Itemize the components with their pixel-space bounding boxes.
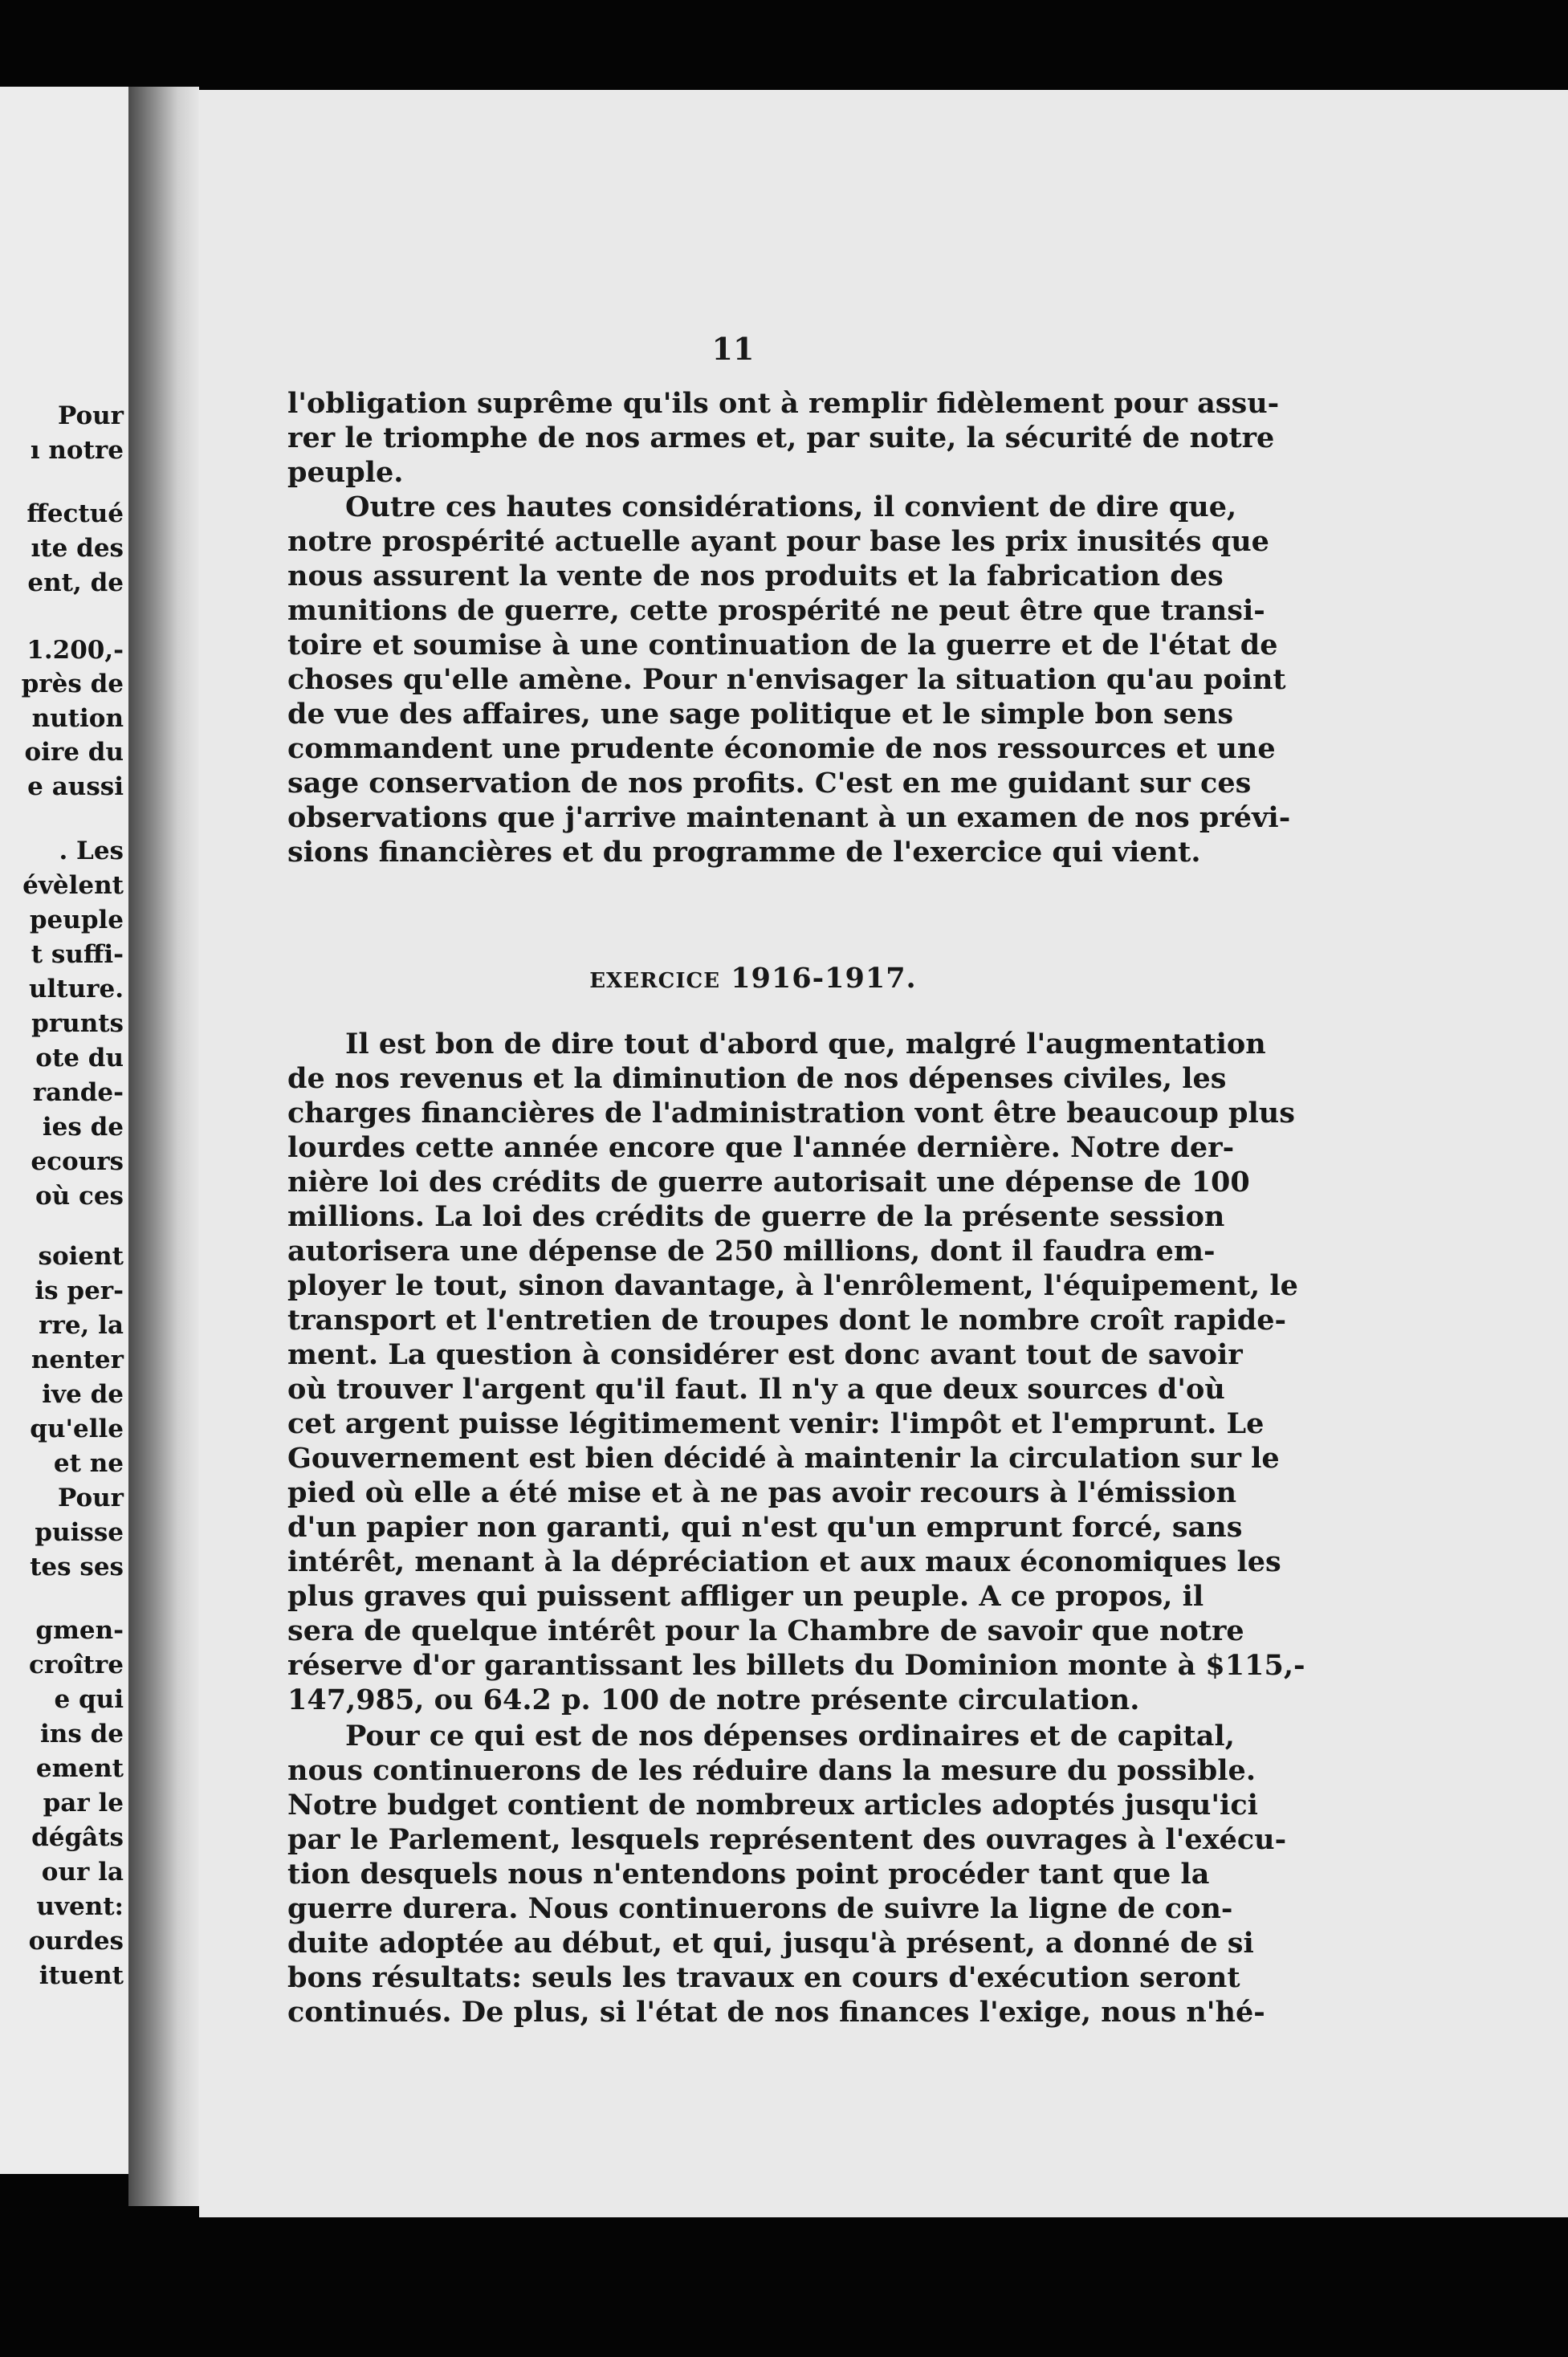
facing-line: soient — [38, 1242, 124, 1271]
text-line: rer le triomphe de nos armes et, par suite, la sécurité de notre — [287, 421, 1275, 454]
section-heading-year: 1916-1917. — [731, 962, 917, 995]
facing-line: ulture. — [28, 975, 124, 1003]
text-line: toire et soumise à une continuation de la guerre et de l'état de — [287, 629, 1278, 662]
facing-line: oire du — [24, 738, 124, 767]
facing-line: évèlent — [22, 871, 124, 900]
text-line: sera de quelque intérêt pour la Chambre de savoir que notre — [287, 1614, 1244, 1647]
text-line: observations que j'arrive maintenant à un examen de nos prévi- — [287, 801, 1291, 834]
text-line: Outre ces hautes considérations, il convient de dire que, — [345, 491, 1237, 523]
text-line: Pour ce qui est de nos dépenses ordinaires et de capital, — [345, 1720, 1235, 1752]
text-line: intérêt, menant à la dépréciation et aux maux économiques les — [287, 1545, 1281, 1578]
facing-line: où ces — [35, 1182, 124, 1211]
facing-line: e qui — [54, 1685, 124, 1714]
facing-line: peuple — [29, 906, 124, 934]
text-line: duite adoptée au début, et qui, jusqu'à présent, a donné de si — [287, 1927, 1254, 1960]
text-line: autorisera une dépense de 250 millions, dont il faudra em- — [287, 1235, 1216, 1268]
text-line: commandent une prudente économie de nos ressources et une — [287, 732, 1276, 765]
text-line: ployer le tout, sinon davantage, à l'enrôlement, l'équipement, le — [287, 1269, 1298, 1302]
text-line: 147,985, ou 64.2 p. 100 de notre présente circulation. — [287, 1683, 1140, 1716]
page-number: 11 — [711, 331, 755, 367]
text-line: nière loi des crédits de guerre autorisait une dépense de 100 — [287, 1166, 1250, 1199]
facing-line: dégâts — [31, 1823, 124, 1852]
text-line: tion desquels nous n'entendons point procéder tant que la — [287, 1858, 1210, 1891]
text-line: par le Parlement, lesquels représentent des ouvrages à l'exécu- — [287, 1823, 1287, 1856]
text-line: cet argent puisse légitimement venir: l'impôt et l'emprunt. Le — [287, 1407, 1265, 1440]
facing-line: rande- — [32, 1078, 124, 1107]
facing-line: ourdes — [28, 1927, 124, 1956]
facing-line: ive de — [42, 1380, 124, 1409]
facing-line: et ne — [53, 1449, 124, 1478]
text-line: sions financières et du programme de l'exercice qui vient. — [287, 836, 1201, 869]
text-line: bons résultats: seuls les travaux en cours d'exécution seront — [287, 1961, 1240, 1994]
facing-line: ies de — [42, 1113, 124, 1142]
facing-line: ecours — [31, 1147, 124, 1176]
text-line: peuple. — [287, 456, 404, 489]
facing-line: e aussi — [27, 772, 124, 801]
facing-line: croître — [28, 1651, 124, 1679]
text-line: réserve d'or garantissant les billets du Dominion monte à $115,- — [287, 1649, 1305, 1682]
text-line: nous continuerons de les réduire dans la mesure du possible. — [287, 1754, 1256, 1787]
text-line: plus graves qui puissent affliger un peuple. A ce propos, il — [287, 1580, 1204, 1613]
facing-line: ıte des — [31, 534, 124, 563]
facing-line: uvent: — [36, 1892, 124, 1921]
page — [199, 90, 1568, 2217]
text-line: guerre durera. Nous continuerons de suivre la ligne de con- — [287, 1892, 1233, 1925]
text-line: Gouvernement est bien décidé à maintenir la circulation sur le — [287, 1442, 1280, 1475]
facing-line: is per- — [35, 1276, 124, 1305]
facing-line: ituent — [39, 1961, 124, 1990]
text-line: choses qu'elle amène. Pour n'envisager la situation qu'au point — [287, 663, 1286, 696]
facing-line: gmen- — [35, 1616, 124, 1645]
facing-line: ent, de — [27, 568, 124, 597]
text-line: continués. De plus, si l'état de nos finances l'exige, nous n'hé- — [287, 1996, 1265, 2029]
text-line: charges financières de l'administration vont être beaucoup plus — [287, 1097, 1295, 1130]
facing-line: ı notre — [30, 436, 124, 465]
facing-line: Pour — [57, 1484, 124, 1512]
text-line: nous assurent la vente de nos produits et la fabrication des — [287, 560, 1224, 592]
facing-line: qu'elle — [30, 1415, 124, 1443]
facing-line: 1.200,- — [26, 636, 124, 665]
text-line: l'obligation suprême qu'ils ont à remplir fidèlement pour assu- — [287, 387, 1280, 420]
facing-line: ement — [35, 1754, 124, 1783]
text-line: ment. La question à considérer est donc avant tout de savoir — [287, 1338, 1243, 1371]
facing-line: ins de — [40, 1720, 124, 1748]
facing-line: par le — [43, 1789, 124, 1818]
facing-line: ffectué — [26, 499, 124, 528]
text-line: sage conservation de nos profits. C'est en me guidant sur ces — [287, 767, 1252, 800]
text-line: notre prospérité actuelle ayant pour base les prix inusités que — [287, 525, 1269, 558]
facing-page-fragment — [0, 87, 128, 2174]
book-gutter — [128, 87, 199, 2206]
facing-line: our la — [41, 1858, 124, 1887]
text-line: millions. La loi des crédits de guerre de la présente session — [287, 1200, 1225, 1233]
text-line: munitions de guerre, cette prospérité ne peut être que transi- — [287, 594, 1265, 627]
text-line: d'un papier non garanti, qui n'est qu'un emprunt forcé, sans — [287, 1511, 1243, 1544]
section-heading-label: EXERCICE — [589, 969, 721, 993]
text-line: Il est bon de dire tout d'abord que, malgré l'augmentation — [345, 1028, 1266, 1060]
section-heading — [199, 962, 1307, 995]
facing-line: nution — [31, 704, 124, 733]
facing-line: rre, la — [39, 1311, 124, 1340]
text-line: de nos revenus et la diminution de nos dépenses civiles, les — [287, 1062, 1227, 1095]
facing-line: . Les — [59, 837, 124, 865]
facing-line: Pour — [57, 401, 124, 430]
facing-line: nenter — [31, 1345, 124, 1374]
facing-line: près de — [21, 670, 124, 698]
facing-line: t suffi- — [31, 940, 124, 969]
text-line: lourdes cette année encore que l'année dernière. Notre der- — [287, 1131, 1235, 1164]
text-line: de vue des affaires, une sage politique et le simple bon sens — [287, 698, 1234, 731]
facing-line: prunts — [31, 1009, 124, 1038]
text-line: Notre budget contient de nombreux articles adoptés jusqu'ici — [287, 1789, 1258, 1822]
text-line: transport et l'entretien de troupes dont le nombre croît rapide- — [287, 1304, 1287, 1337]
facing-line: puisse — [35, 1518, 124, 1547]
text-line: où trouver l'argent qu'il faut. Il n'y a que deux sources d'où — [287, 1373, 1225, 1406]
facing-line: ote du — [35, 1044, 124, 1073]
text-line: pied où elle a été mise et à ne pas avoir recours à l'émission — [287, 1476, 1237, 1509]
facing-line: tes ses — [30, 1553, 124, 1582]
